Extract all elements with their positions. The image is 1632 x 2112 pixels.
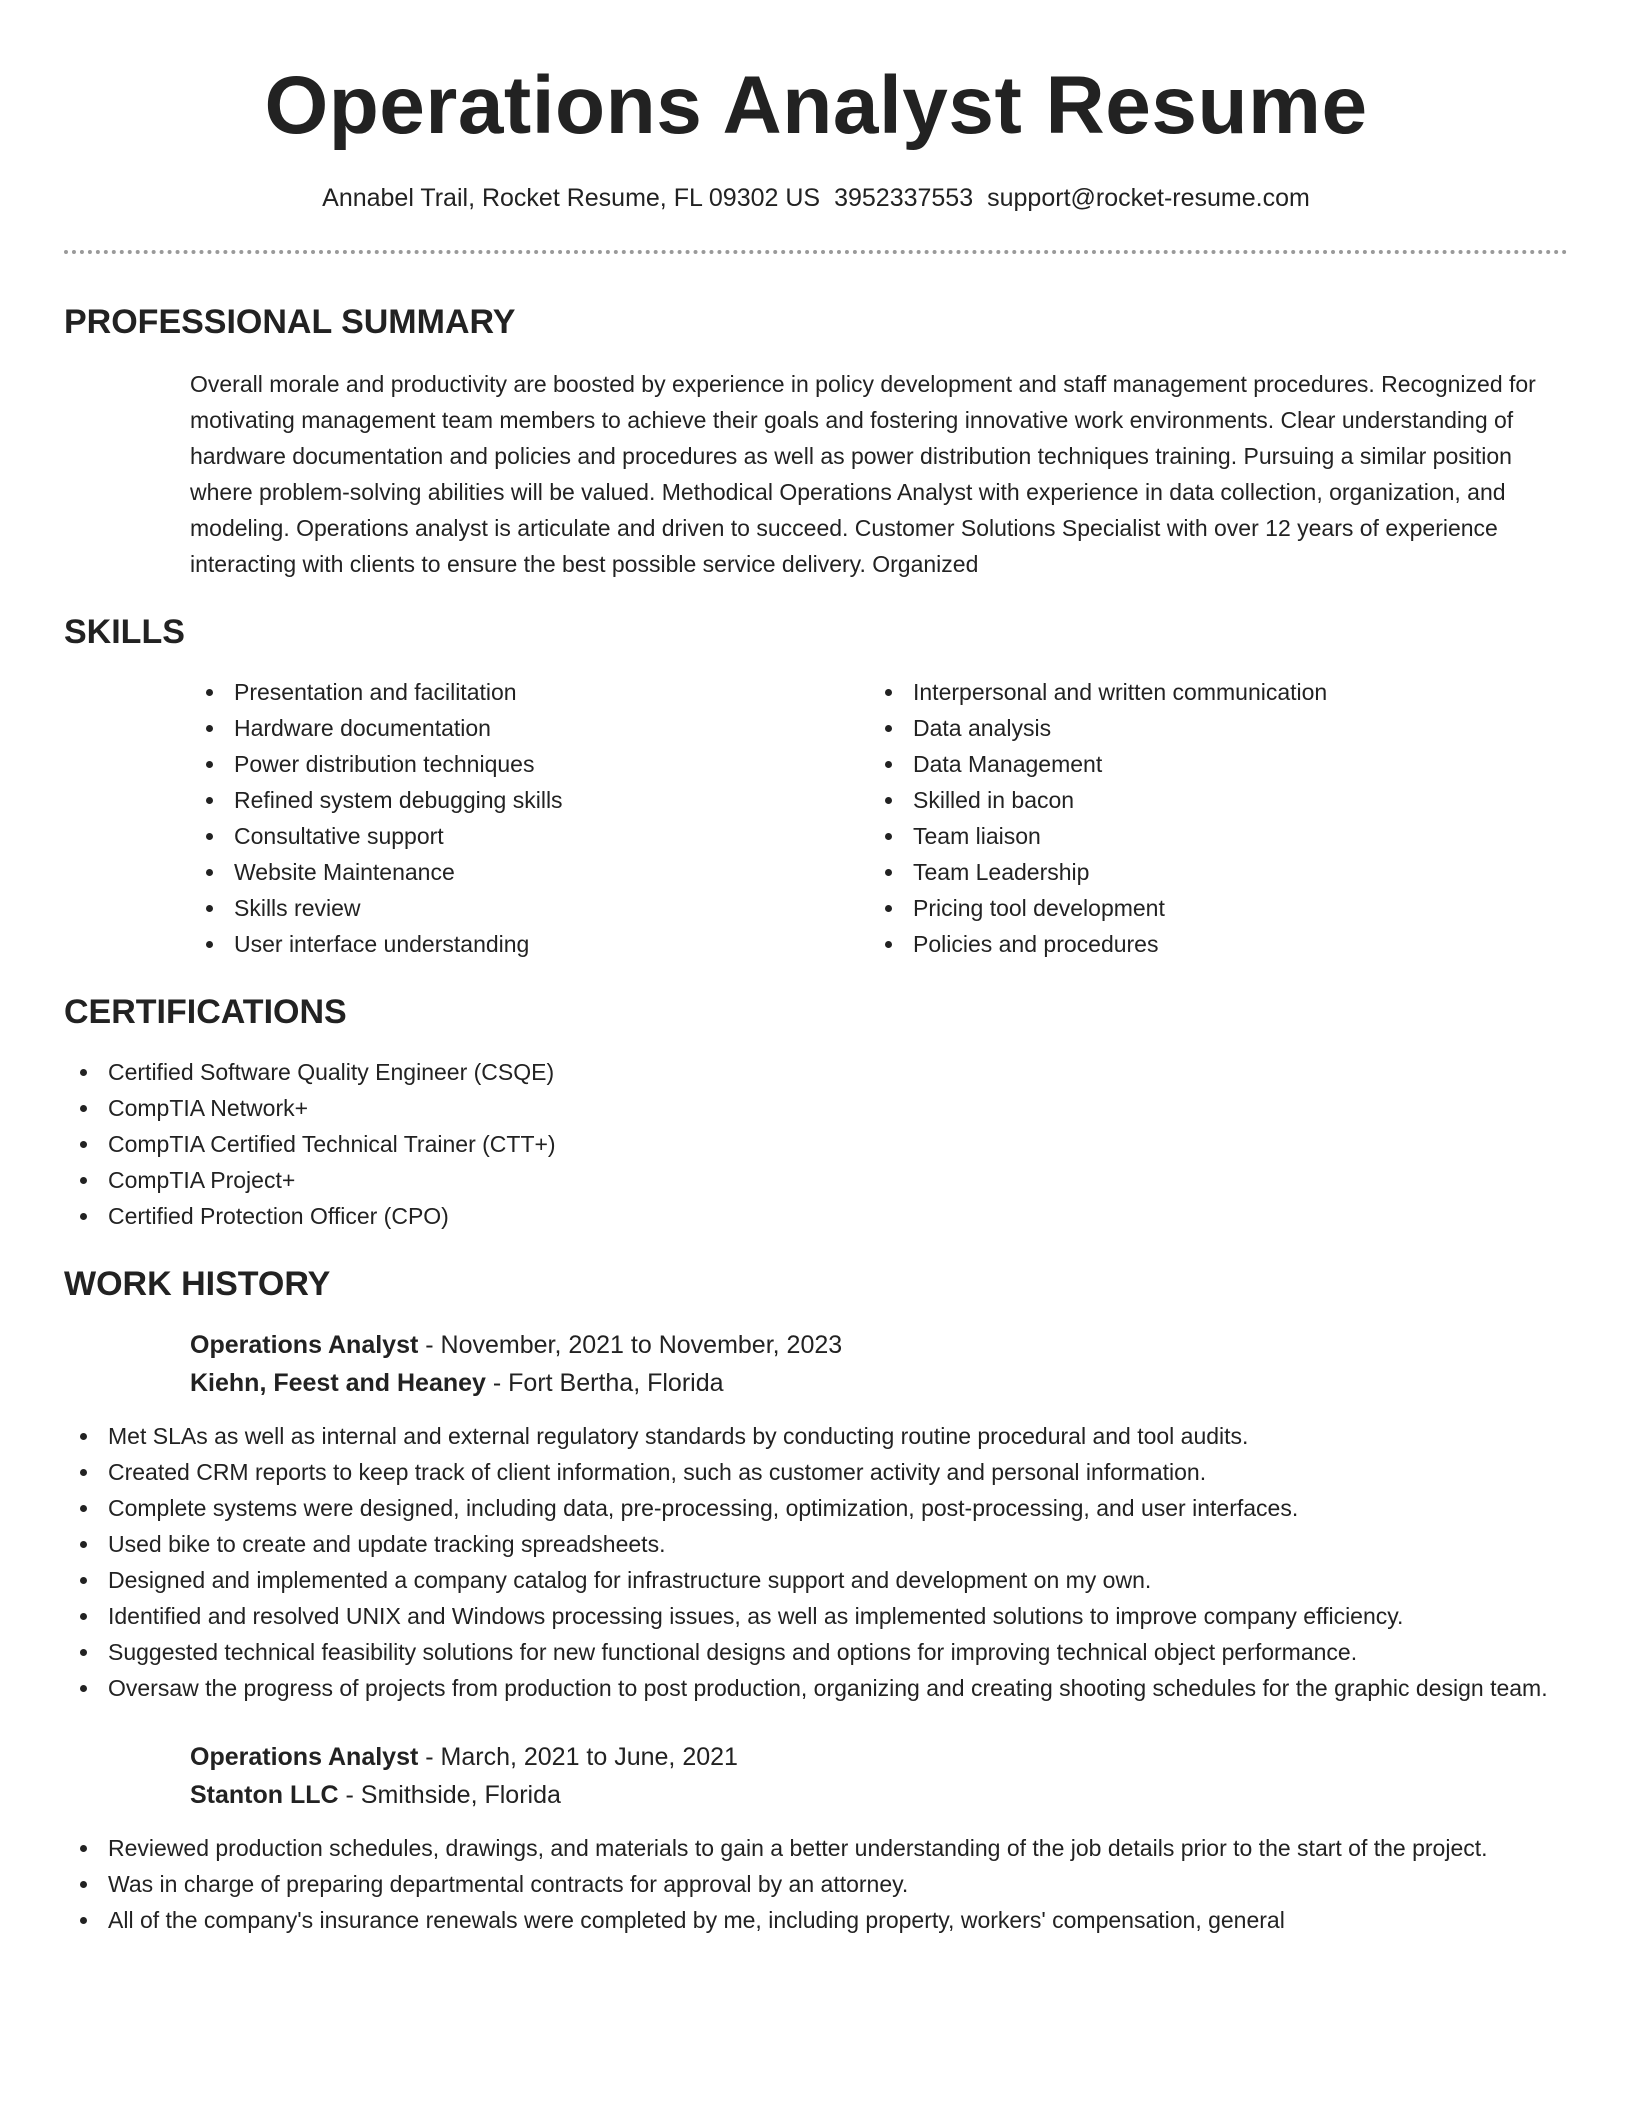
job-location: - Fort Bertha, Florida xyxy=(485,1369,724,1397)
job-bullet: Suggested technical feasibility solutions for new functional designs and options for improving technical object performance. xyxy=(64,1634,1568,1670)
header-divider xyxy=(64,250,1568,254)
contact-phone: 3952337553 xyxy=(834,184,974,212)
job-entry xyxy=(190,1326,1568,1402)
section-heading-summary: PROFESSIONAL SUMMARY xyxy=(64,303,516,341)
resume-page xyxy=(64,0,1568,1938)
job-dates: - November, 2021 to November, 2023 xyxy=(418,1331,843,1359)
job-company-line xyxy=(190,1776,1568,1814)
skill-item: Interpersonal and written communication xyxy=(869,674,1548,710)
job-company-line xyxy=(190,1364,1568,1402)
job-title-line xyxy=(190,1326,1568,1364)
job-bullet: All of the company's insurance renewals were completed by me, including property, workers' compensation, general xyxy=(64,1902,1568,1938)
skill-item: Data Management xyxy=(869,746,1548,782)
summary-text: Overall morale and productivity are boosted by experience in policy development and staff management procedures. Recognized for motivating management team members to achieve their goals and fostering innovative work environments. Clear understanding of hardware documentation and policies and procedures as well as power distribution techniques training. Pursuing a similar position where problem-solving abilities will be valued. Methodical Operations Analyst with experience in data collection, organization, and modeling. Operations analyst is articulate and driven to succeed. Customer Solutions Specialist with over 12 years of experience interacting with clients to ensure the best possible service delivery. Organized xyxy=(190,371,1536,577)
skill-item: Hardware documentation xyxy=(190,710,869,746)
skill-item: Pricing tool development xyxy=(869,890,1548,926)
job-bullet: Complete systems were designed, including data, pre-processing, optimization, post-processing, and user interfaces. xyxy=(64,1490,1568,1526)
skill-item: Skilled in bacon xyxy=(869,782,1548,818)
job-bullets xyxy=(64,1830,1568,1938)
skill-item: Refined system debugging skills xyxy=(190,782,869,818)
skill-item: Team Leadership xyxy=(869,854,1548,890)
job-bullet: Oversaw the progress of projects from production to post production, organizing and creating shooting schedules for the graphic design team. xyxy=(64,1670,1568,1706)
job-bullet: Used bike to create and update tracking spreadsheets. xyxy=(64,1526,1568,1562)
job-bullet: Created CRM reports to keep track of client information, such as customer activity and personal information. xyxy=(64,1454,1568,1490)
job-location: - Smithside, Florida xyxy=(338,1781,561,1809)
job-entry xyxy=(190,1738,1568,1814)
certification-item: Certified Protection Officer (CPO) xyxy=(64,1198,1568,1234)
skill-item: Team liaison xyxy=(869,818,1548,854)
certifications-list xyxy=(64,1054,1568,1234)
skills-column-right xyxy=(869,674,1548,962)
skill-item: Power distribution techniques xyxy=(190,746,869,782)
job-bullet: Reviewed production schedules, drawings, and materials to gain a better understanding of the job details prior to the start of the project. xyxy=(64,1830,1568,1866)
skill-item: Consultative support xyxy=(190,818,869,854)
job-bullet: Designed and implemented a company catalog for infrastructure support and development on my own. xyxy=(64,1562,1568,1598)
skill-item: Website Maintenance xyxy=(190,854,869,890)
skill-item: Policies and procedures xyxy=(869,926,1548,962)
skill-item: Data analysis xyxy=(869,710,1548,746)
skills-list xyxy=(190,674,1568,962)
section-heading-work-history: WORK HISTORY xyxy=(64,1265,331,1303)
skill-item: Presentation and facilitation xyxy=(190,674,869,710)
contact-info xyxy=(64,182,1568,214)
skills-column-left xyxy=(190,674,869,962)
job-company: Kiehn, Feest and Heaney xyxy=(190,1369,486,1397)
job-title: Operations Analyst xyxy=(190,1743,419,1771)
section-heading-certifications: CERTIFICATIONS xyxy=(64,993,347,1031)
job-dates: - March, 2021 to June, 2021 xyxy=(418,1743,738,1771)
skill-item: Skills review xyxy=(190,890,869,926)
job-bullet: Met SLAs as well as internal and external regulatory standards by conducting routine procedural and tool audits. xyxy=(64,1418,1568,1454)
certification-item: CompTIA Certified Technical Trainer (CTT+) xyxy=(64,1126,1568,1162)
job-title: Operations Analyst xyxy=(190,1331,419,1359)
certification-item: CompTIA Network+ xyxy=(64,1090,1568,1126)
contact-address: Annabel Trail, Rocket Resume, FL 09302 US xyxy=(322,184,821,212)
job-bullet: Was in charge of preparing departmental contracts for approval by an attorney. xyxy=(64,1866,1568,1902)
certification-item: Certified Software Quality Engineer (CSQE) xyxy=(64,1054,1568,1090)
job-bullet: Identified and resolved UNIX and Windows processing issues, as well as implemented solutions to improve company efficiency. xyxy=(64,1598,1568,1634)
contact-email: support@rocket-resume.com xyxy=(987,184,1310,212)
page-title: Operations Analyst Resume xyxy=(264,60,1368,151)
job-title-line xyxy=(190,1738,1568,1776)
job-company: Stanton LLC xyxy=(190,1781,339,1809)
skill-item: User interface understanding xyxy=(190,926,869,962)
certification-item: CompTIA Project+ xyxy=(64,1162,1568,1198)
section-heading-skills: SKILLS xyxy=(64,613,185,651)
job-bullets xyxy=(64,1418,1568,1706)
